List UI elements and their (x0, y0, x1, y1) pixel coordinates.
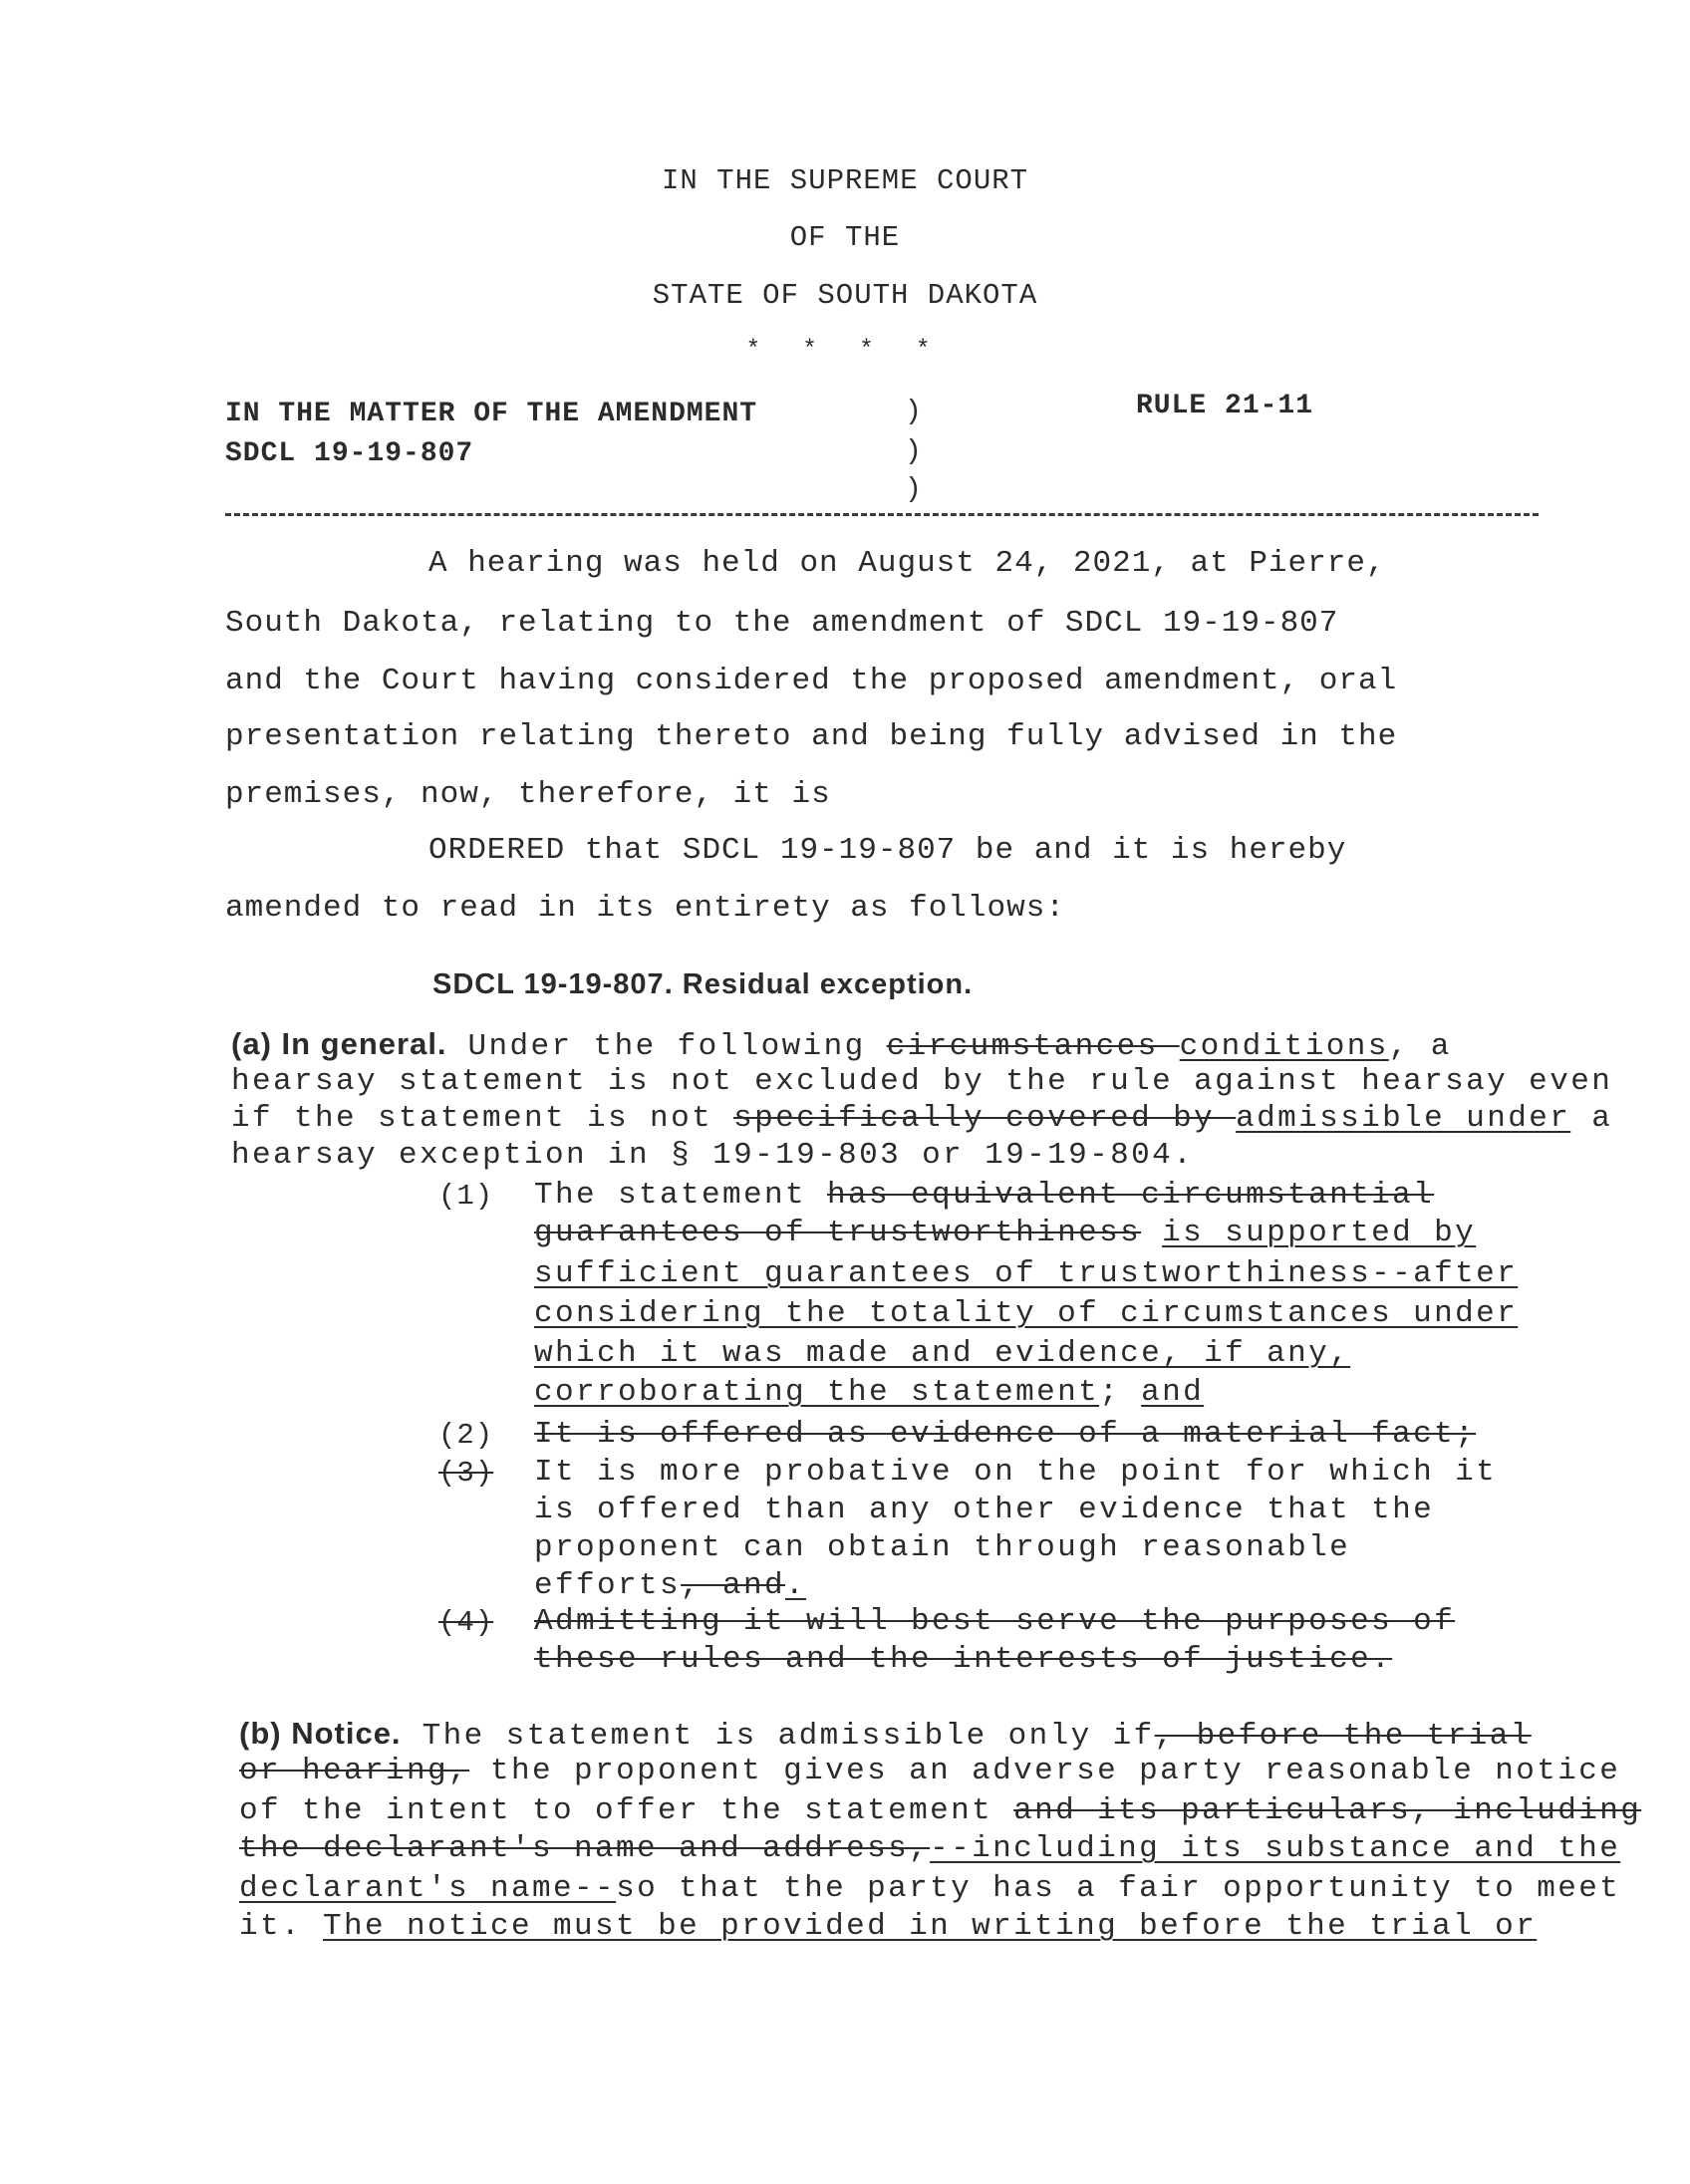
caption-matter-line-1: IN THE MATTER OF THE AMENDMENT (225, 399, 758, 429)
deleted-text: Admitting it will best serve the purposes of (534, 1604, 1456, 1639)
deleted-text: or hearing, (239, 1754, 470, 1788)
rule-number: RULE 21-11 (1136, 391, 1314, 421)
subsection-a-label: (a) In general. (231, 1026, 447, 1061)
subsection-a-line-2: hearsay statement is not excluded by the rule against hearsay even (231, 1064, 1613, 1099)
text-run: so that the party has a fair opportunity to meet (616, 1871, 1621, 1906)
text-run: the proponent gives an adverse party reasonable notice (469, 1754, 1621, 1788)
order-line-2: South Dakota, relating to the amendment of SDCL 19-19-807 (225, 606, 1339, 641)
order-line-4: presentation relating thereto and being fully advised in the (225, 719, 1398, 754)
subsection-b-line-3 (239, 1793, 1641, 1828)
item-1-line-3 (534, 1256, 1518, 1291)
item-4-number-deleted: (4) (438, 1606, 494, 1639)
item-3-line-3: proponent can obtain through reasonable (534, 1530, 1351, 1565)
text-run: ; (1099, 1375, 1142, 1410)
deleted-text: has equivalent circumstantial (827, 1178, 1435, 1213)
inserted-text: sufficient guarantees of trustworthiness--after (534, 1256, 1519, 1291)
separator-stars: * * * * (745, 337, 945, 364)
item-1-line-6 (534, 1375, 1204, 1410)
item-3-number-deleted: (3) (438, 1457, 494, 1490)
item-2-line-1 (534, 1417, 1476, 1452)
subsection-b-line-1 (239, 1716, 1532, 1754)
inserted-text: and (1141, 1375, 1205, 1410)
item-1-line-2 (534, 1216, 1476, 1250)
inserted-text: considering the totality of circumstances under (534, 1296, 1519, 1331)
item-1-line-1 (534, 1178, 1434, 1213)
text-run: Under the following (446, 1029, 887, 1064)
subsection-b-line-4 (239, 1831, 1620, 1866)
inserted-text: The notice must be provided in writing before the trial or (323, 1909, 1538, 1944)
order-line-6: ORDERED that SDCL 19-19-807 be and it is hereby (428, 833, 1347, 868)
inserted-text: is supported by (1162, 1216, 1477, 1250)
subsection-a-line-1 (231, 1026, 1452, 1064)
caption-paren-1: ) (905, 397, 922, 427)
inserted-text: admissible under (1236, 1101, 1571, 1136)
text-run: The statement (534, 1178, 828, 1213)
item-3-line-2: is offered than any other evidence that the (534, 1493, 1435, 1527)
text-run: The statement is admissible only if (401, 1719, 1155, 1754)
deleted-text: , before the trial (1154, 1719, 1532, 1754)
item-4-line-1 (534, 1604, 1455, 1639)
caption-dashed-divider (225, 513, 1539, 516)
text-run: , a (1388, 1029, 1452, 1064)
inserted-text: corroborating the statement (534, 1375, 1100, 1410)
item-2-number: (2) (438, 1419, 494, 1452)
item-3-line-4 (534, 1568, 806, 1603)
order-line-1: A hearing was held on August 24, 2021, at Pierre, (428, 546, 1386, 581)
deleted-text: and its particulars, including (1013, 1793, 1642, 1828)
deleted-text: guarantees of trustworthiness (534, 1216, 1142, 1250)
court-title-line-2: OF THE (789, 221, 901, 254)
text-run: a (1570, 1101, 1613, 1136)
subsection-a-line-3 (231, 1101, 1612, 1136)
deleted-text: the declarant's name and address, (239, 1831, 931, 1866)
subsection-a-line-4: hearsay exception in § 19-19-803 or 19-19-804. (231, 1138, 1195, 1173)
deleted-text: circumstances (886, 1029, 1180, 1064)
deleted-text: , and (681, 1568, 786, 1603)
court-title-line-3: STATE OF SOUTH DAKOTA (652, 279, 1038, 312)
text-run: efforts (534, 1568, 682, 1603)
deleted-text: It is offered as evidence of a material fact; (534, 1417, 1477, 1452)
text-run: it. (239, 1909, 324, 1944)
deleted-text: specifically covered by (733, 1101, 1237, 1136)
inserted-text: conditions (1179, 1029, 1389, 1064)
item-1-line-5 (534, 1336, 1350, 1371)
order-line-3: and the Court having considered the proposed amendment, oral (225, 664, 1398, 698)
item-1-line-4 (534, 1296, 1518, 1331)
order-line-5: premises, now, therefore, it is (225, 777, 831, 812)
subsection-b-label: (b) Notice. (239, 1716, 402, 1751)
order-line-7: amended to read in its entirety as follows: (225, 891, 1065, 926)
inserted-text: --including its substance and the (930, 1831, 1621, 1866)
text-run: of the intent to offer the statement (239, 1793, 1014, 1828)
inserted-text: which it was made and evidence, if any, (534, 1336, 1351, 1371)
subsection-b-line-5 (239, 1871, 1620, 1906)
inserted-text: declarant's name-- (239, 1871, 617, 1906)
item-3-line-1: It is more probative on the point for which it (534, 1455, 1498, 1490)
court-title-line-1: IN THE SUPREME COURT (661, 164, 1029, 197)
inserted-text: . (785, 1568, 807, 1603)
caption-paren-3: ) (905, 474, 922, 505)
item-1-number: (1) (438, 1180, 494, 1213)
subsection-b-line-2 (239, 1754, 1620, 1788)
item-4-line-2 (534, 1642, 1392, 1677)
caption-matter-line-2: SDCL 19-19-807 (225, 438, 474, 469)
rule-heading: SDCL 19-19-807. Residual exception. (432, 968, 974, 1000)
subsection-b-line-6 (239, 1909, 1537, 1944)
deleted-text: these rules and the interests of justice. (534, 1642, 1393, 1677)
caption-paren-2: ) (905, 436, 922, 467)
text-run: if the statement is not (231, 1101, 734, 1136)
